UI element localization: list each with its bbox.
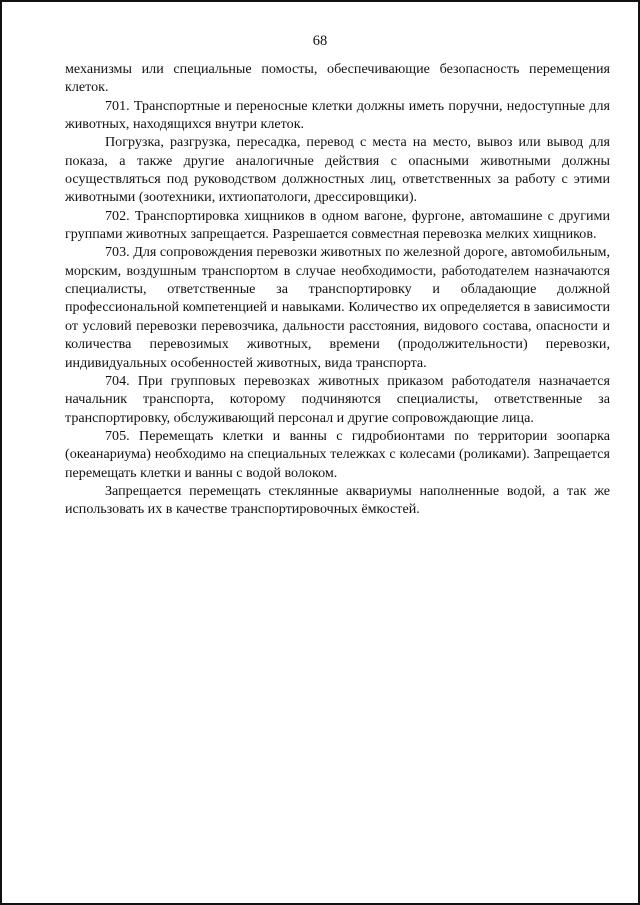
- paragraph-701: 701. Транспортные и переносные клетки должны иметь поручни, недоступные для животных, находящихся внутри клеток.: [65, 97, 610, 133]
- paragraph-continuation: механизмы или специальные помосты, обеспечивающие безопасность перемещения клеток.: [65, 61, 610, 96]
- document-body: [65, 60, 610, 519]
- paragraph-704: 704. При групповых перевозках животных приказом работодателя назначается начальник транспорта, которому подчиняются специалисты, ответственные за транспортировку, обслуживающий персонал и другие сопровождающие лица.: [65, 372, 610, 426]
- page-number: 68: [312, 33, 328, 49]
- paragraph-703: 703. Для сопровождения перевозки животных по железной дороге, автомобильным, морским, воздушным транспортом в случае необходимости, работодателем назначаются специалисты, ответственные за транспортировку и обладающие должной профессиональной компетенцией и навыками. Количество их определяется в зависимости от условий перевозки перевозчика, дальности расстояния, видового состава, опасности и количества перевозимых животных, времени (продолжительности) перевозки, индивидуальных особенностей животных, вида транспорта.: [65, 244, 610, 371]
- paragraph-702: 702. Транспортировка хищников в одном вагоне, фургоне, автомашине с другими группами животных запрещается. Разрешается совместная перевозка мелких хищников.: [65, 207, 610, 243]
- paragraph-aquarium-rule: Запрещается перемещать стеклянные аквариумы наполненные водой, а так же использовать их в качестве транспортировочных ёмкостей.: [65, 482, 610, 518]
- paragraph-loading-rules: Погрузка, разгрузка, пересадка, перевод с места на место, вывоз или вывод для показа, а также другие аналогичные действия с опасными животными должны осуществляться под руководством должностных лиц, ответственных за работу с этими животными (зоотехники, ихтиопатологи, дрессировщики).: [65, 134, 610, 206]
- paragraph-705: 705. Перемещать клетки и ванны с гидробионтами по территории зоопарка (океанариума) необходимо на специальных тележках с колесами (роликами). Запрещается перемещать клетки и ванны с водой волоком.: [65, 427, 610, 481]
